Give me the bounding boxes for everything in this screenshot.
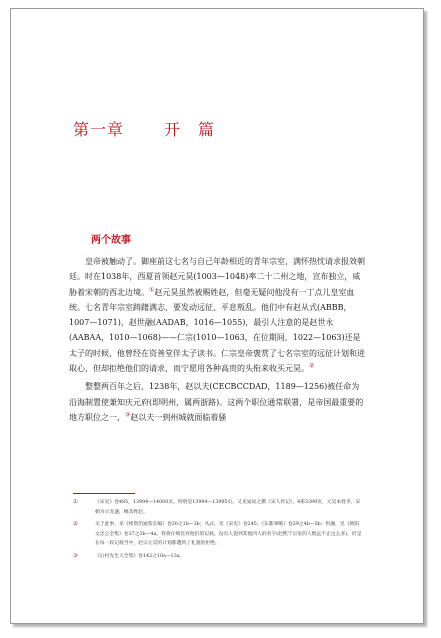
paragraph-text: 整整两百年之后，1238年，赵以夫(CECBCCDAD，1189—1256)被任命为沿海制置使兼知庆元府(即明州，属两浙路)。这两个职位通常联署，是帝国最重要的地方职位之一， [69, 382, 364, 422]
book-page [10, 8, 424, 624]
footnote-marker[interactable]: ③ [125, 411, 131, 419]
footnote-text: 关于此事，见《续资治通鉴长编》卷20之1b—3b；从式，见《宋史》卷245；《东都事略》卷29之4b—5b；世融，见《欧阳文忠公全集》卷37之3b—4a。我将仔细比对他们的记载。没有人提到其他四人的名字(赵熙宁宗室的人数远不止这么多)，但是在每一段记载当中，赵宗元昊的计划都遭到了礼貌的拒绝。 [95, 522, 362, 547]
footnote [73, 520, 363, 549]
chapter-number: 第一章 [73, 120, 125, 139]
footnote-number: ① [73, 499, 78, 505]
footnote-marker[interactable]: ① [149, 285, 155, 293]
chapter-heading [73, 117, 215, 140]
footnote-marker[interactable]: ② [309, 362, 315, 370]
footnote-number: ② [73, 521, 78, 528]
paragraph [69, 379, 365, 425]
footnote-text: 《宋史》卷485，13994—14000页。特别是13994—13995页。又见晁说之撰《宋人传记》，4册3399页，元昊本姓李，宋朝为示宠遇，赐其姓赵。 [95, 500, 361, 515]
footnotes [73, 498, 363, 565]
section-title: 两个故事 [91, 235, 131, 246]
footnote-divider [73, 493, 135, 494]
paragraph-text: 赵元昊虽然被赐姓赵，但毫无疑问他没有一丁点儿皇室血统。七名青年宗室踌躇满志，要发动远征、平息叛乱。他们中有赵从式(ABBB，1007—1071)，赵世融(AADAB，1016—1055)，最引人注意的是赵世永(AABAA，1010—1068)——仁宗(1010—1063，在位期间，1022—1063)还是太子的时候，他曾经在资善堂伴太子读书。仁宗皇帝褒赏了七名宗室的远征计划和进取心，但却拒绝他们的请求，而宁愿用各种高贵的头衔来收买元昊。 [69, 287, 365, 374]
paragraph [69, 254, 365, 376]
paragraph-text: 皇帝被触动了。御座前这七名与自己年龄相近的青年宗室，满怀热忱请求报效朝廷。时在1038年，西夏首领赵元昊(1003—1048)率二十二州之地，宣布独立，威胁着宋朝的西北边境。 [69, 257, 365, 297]
paragraph-text: 赵以夫一到州城就面临着骚 [130, 412, 227, 422]
footnote-text: 《后村先生大全集》卷142之10a—13a。 [95, 553, 185, 559]
footnote [73, 552, 363, 562]
body-text [69, 254, 365, 425]
chapter-title: 开 篇 [164, 120, 216, 139]
footnote [73, 498, 363, 517]
footnote-number: ③ [73, 552, 78, 559]
